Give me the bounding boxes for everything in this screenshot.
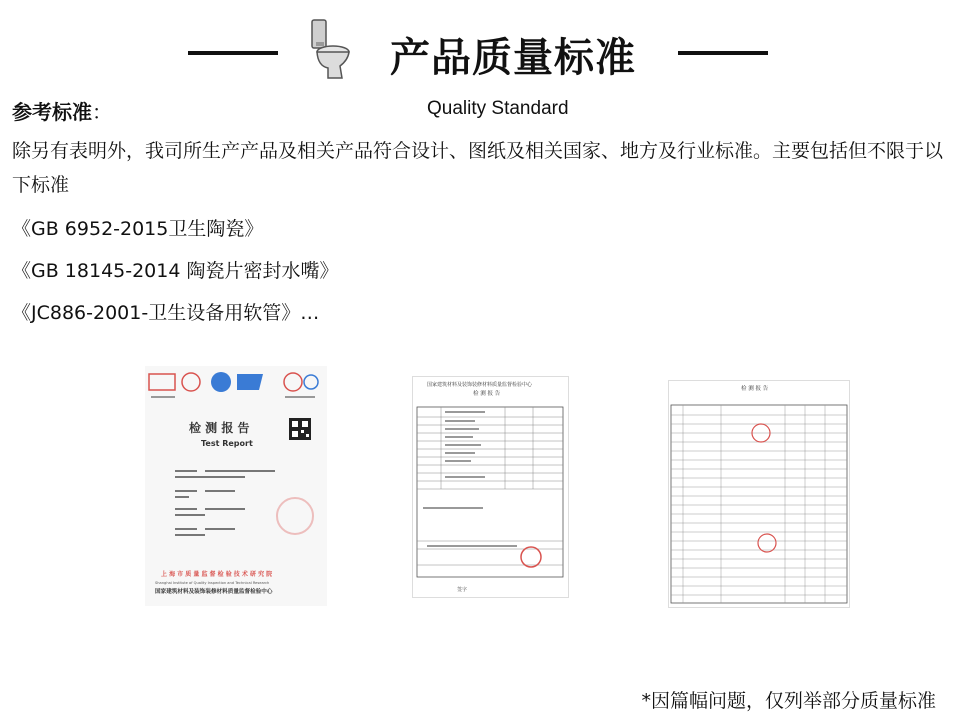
title-rule-left	[188, 51, 278, 55]
doc2-heading: 国家建筑材料及装饰装修材料质量监督检验中心	[427, 382, 533, 388]
page-title: 产品质量标准	[390, 35, 636, 81]
toilet-icon	[306, 18, 352, 82]
test-report-form-image	[412, 376, 569, 598]
certification-logos	[149, 372, 318, 392]
doc1-heading-en: Test Report	[201, 439, 253, 448]
doc2-subheading: 检 测 报 告	[473, 391, 501, 397]
title-rule-right	[678, 51, 768, 55]
standard-item: 《JC886-2001-卫生设备用软管》…	[12, 302, 320, 324]
doc3-heading: 检 测 报 告	[741, 386, 769, 392]
footnote: *因篇幅问题，仅列举部分质量标准	[641, 690, 936, 712]
svg-text:签字: 签字	[457, 587, 468, 593]
reference-label: 参考标准：	[12, 100, 112, 124]
standard-item: 《GB 18145-2014 陶瓷片密封水嘴》	[12, 260, 339, 282]
doc1-footer-cn1: 上 海 市 质 量 监 督 检 验 技 术 研 究 院	[161, 571, 273, 578]
title-row	[0, 18, 960, 88]
standard-item: 《GB 6952-2015卫生陶瓷》	[12, 218, 264, 240]
quality-standard-label: Quality Standard	[427, 98, 569, 119]
test-report-cover-image	[145, 366, 327, 606]
qr-code	[289, 418, 311, 440]
doc1-footer-cn2: 国家建筑材料及装饰装修材料质量监督检验中心	[155, 589, 273, 595]
reference-paragraph: 除另有表明外，我司所生产产品及相关产品符合设计、图纸及相关国家、地方及行业标准。主要包括但不限于以下标准	[12, 140, 944, 196]
test-data-table-image	[668, 380, 850, 608]
doc1-heading-cn: 检 测 报 告	[189, 421, 250, 435]
doc1-footer-en: Shanghai Institute of Quality Inspection and Technical Research	[155, 581, 270, 585]
